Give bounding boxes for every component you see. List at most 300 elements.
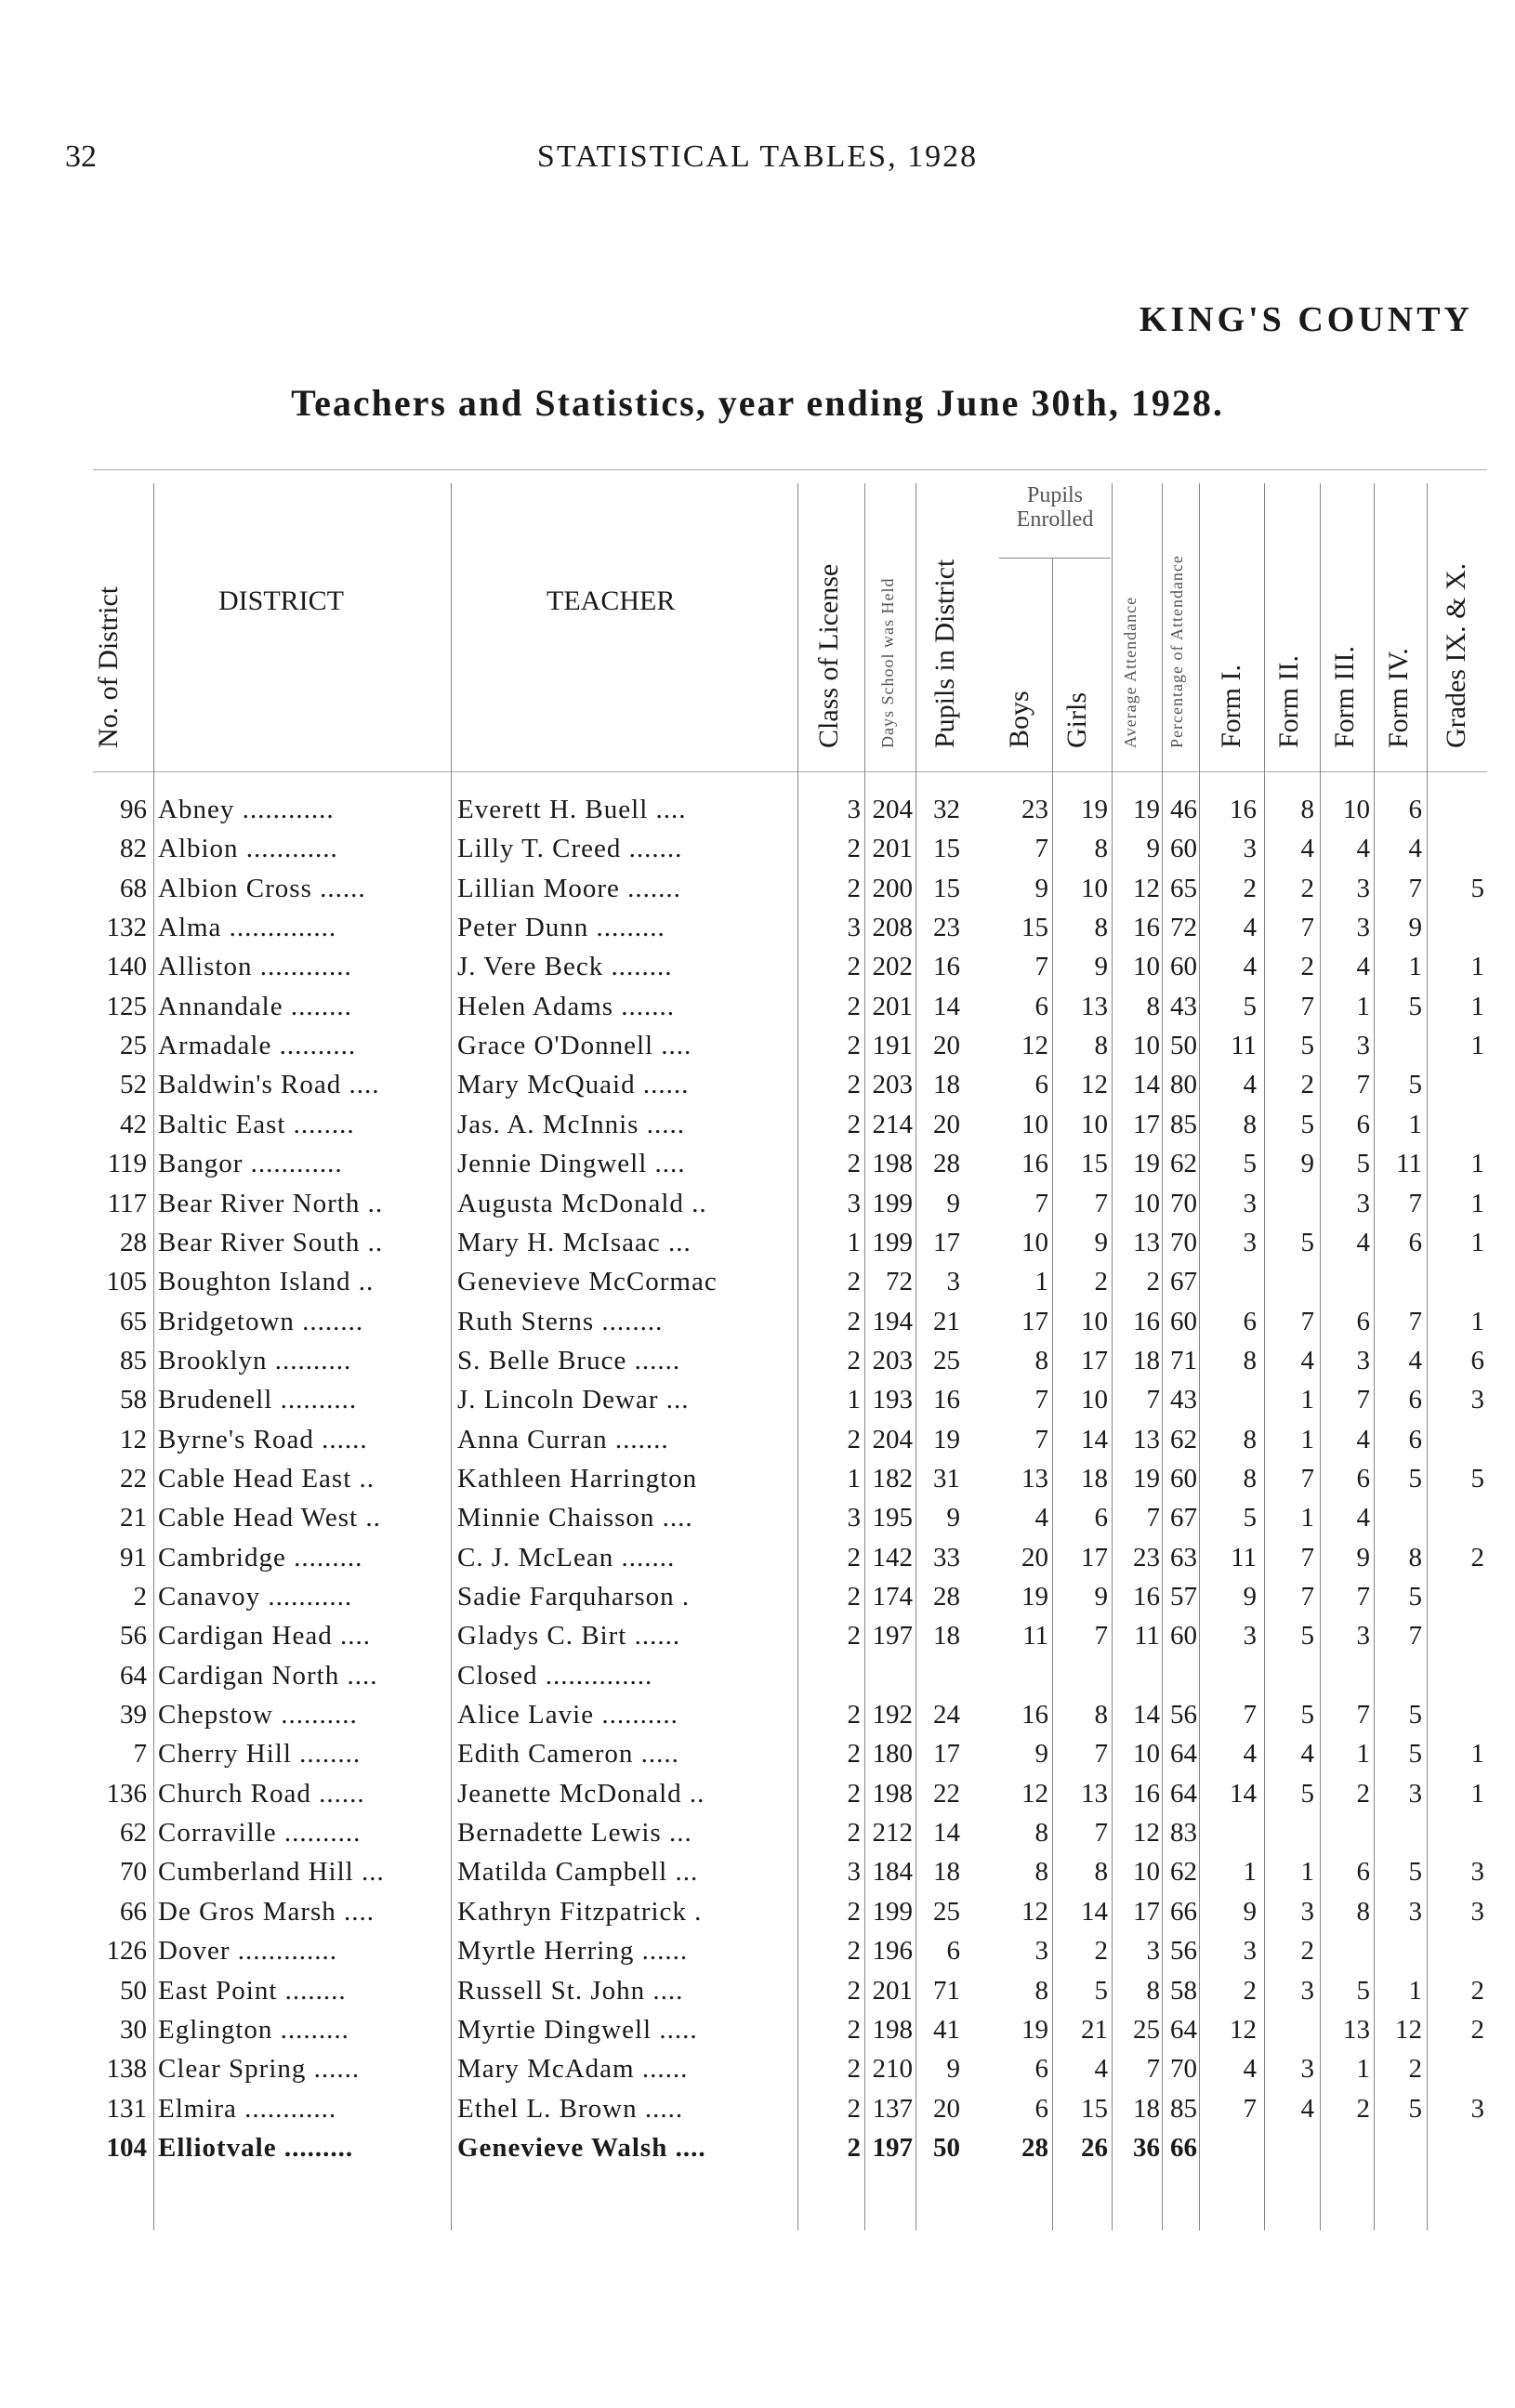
- cell-cls: 2: [847, 1700, 861, 1730]
- cell-f3: 5: [1356, 1149, 1370, 1179]
- cell-pupils: 23: [933, 913, 960, 943]
- header-teacher: TEACHER: [547, 586, 676, 616]
- cell-pupils: 33: [933, 1542, 960, 1572]
- cell-teacher: Mary McQuaid ......: [457, 1070, 690, 1100]
- cell-f3: 4: [1356, 1424, 1370, 1454]
- cell-pupils: 16: [933, 1385, 960, 1415]
- cell-cls: 2: [847, 1818, 861, 1849]
- cell-f3: 7: [1356, 1385, 1370, 1415]
- cell-pct: 58: [1170, 1975, 1197, 2006]
- cell-cls: 2: [847, 1306, 861, 1336]
- cell-days: 196: [872, 1936, 913, 1967]
- cell-district: Cardigan Head ....: [158, 1621, 371, 1651]
- cell-g9: 1: [1470, 1031, 1484, 1061]
- cell-days: 200: [872, 873, 913, 903]
- cell-girls: 10: [1081, 1385, 1108, 1415]
- cell-f1: 16: [1230, 795, 1257, 824]
- cell-district: Corraville ..........: [158, 1818, 362, 1849]
- cell-f2: 3: [1300, 2054, 1314, 2085]
- cell-pupils: 17: [933, 1227, 960, 1257]
- cell-days: 137: [872, 2093, 913, 2124]
- cell-cls: 2: [847, 1345, 861, 1375]
- cell-no: 50: [120, 1975, 147, 2006]
- cell-girls: 8: [1094, 913, 1108, 943]
- cell-pupils: 32: [933, 795, 960, 824]
- cell-f3: 6: [1356, 1463, 1370, 1493]
- cell-no: 28: [120, 1227, 147, 1257]
- cell-f1: 2: [1243, 873, 1257, 903]
- table-row: [0, 2049, 1515, 2088]
- cell-pct: 63: [1170, 1542, 1197, 1572]
- cell-girls: 17: [1081, 1542, 1108, 1572]
- cell-no: 25: [120, 1031, 147, 1061]
- cell-avg: 17: [1133, 1896, 1160, 1927]
- cell-cls: 2: [847, 834, 861, 864]
- cell-f4: 6: [1408, 1385, 1422, 1415]
- cell-avg: 9: [1146, 834, 1160, 864]
- cell-avg: 7: [1146, 1503, 1160, 1533]
- table-row: [0, 2128, 1515, 2167]
- cell-boys: 16: [1021, 1700, 1048, 1730]
- cell-f1: 3: [1243, 1621, 1257, 1651]
- cell-g9: 3: [1470, 1385, 1484, 1415]
- cell-f2: 5: [1300, 1778, 1314, 1809]
- cell-days: 191: [872, 1031, 913, 1061]
- cell-pct: 85: [1170, 2093, 1197, 2124]
- cell-f4: 5: [1408, 2093, 1422, 2124]
- cell-no: 138: [106, 2054, 147, 2085]
- header-enrolled: Pupils Enrolled: [1016, 483, 1094, 532]
- cell-f3: 8: [1356, 1896, 1370, 1927]
- table-row: [0, 1577, 1515, 1616]
- cell-avg: 8: [1146, 991, 1160, 1021]
- cell-pupils: 9: [946, 2054, 960, 2085]
- header-form-3: Form III.: [1329, 646, 1360, 748]
- cell-district: Church Road ......: [158, 1778, 365, 1809]
- cell-g9: 1: [1470, 1227, 1484, 1257]
- cell-f1: 5: [1243, 991, 1257, 1021]
- cell-pct: 80: [1170, 1070, 1197, 1100]
- cell-f3: 3: [1356, 873, 1370, 903]
- cell-no: 91: [120, 1542, 147, 1572]
- cell-no: 2: [133, 1582, 147, 1612]
- cell-no: 140: [106, 952, 147, 982]
- table-row: [0, 1734, 1515, 1773]
- cell-girls: 18: [1081, 1463, 1108, 1493]
- cell-f4: 2: [1408, 2054, 1422, 2085]
- table-row: [0, 987, 1515, 1026]
- cell-no: 39: [120, 1700, 147, 1730]
- cell-pct: 64: [1170, 1739, 1197, 1770]
- cell-no: 85: [120, 1345, 147, 1375]
- cell-f3: 13: [1343, 2014, 1370, 2045]
- table-row: [0, 1852, 1515, 1891]
- cell-f4: 5: [1408, 991, 1422, 1021]
- cell-f2: 8: [1300, 795, 1314, 824]
- cell-boys: 8: [1034, 1818, 1048, 1849]
- cell-f3: 4: [1356, 1503, 1370, 1533]
- cell-district: Eglington .........: [158, 2014, 349, 2045]
- cell-f2: 4: [1300, 2093, 1314, 2124]
- cell-teacher: Edith Cameron .....: [457, 1739, 679, 1770]
- cell-boys: 19: [1021, 1582, 1048, 1612]
- cell-girls: 9: [1094, 952, 1108, 982]
- cell-pupils: 20: [933, 1031, 960, 1061]
- cell-f2: 5: [1300, 1621, 1314, 1651]
- header-grades: Grades IX. & X.: [1441, 562, 1471, 748]
- table-row: [0, 2010, 1515, 2049]
- cell-district: East Point ........: [158, 1975, 347, 2006]
- cell-f1: 4: [1243, 2054, 1257, 2085]
- header-form-1: Form I.: [1216, 665, 1246, 748]
- header-bottom-rule: [93, 771, 1487, 772]
- cell-avg: 7: [1146, 1385, 1160, 1415]
- cell-pct: 56: [1170, 1700, 1197, 1730]
- cell-boys: 7: [1034, 834, 1048, 864]
- cell-boys: 19: [1021, 2014, 1048, 2045]
- header-enrolled-rule: [999, 558, 1111, 559]
- cell-girls: 19: [1081, 795, 1108, 824]
- cell-no: 66: [120, 1896, 147, 1927]
- cell-f2: 4: [1300, 834, 1314, 864]
- cell-f4: 5: [1408, 1582, 1422, 1612]
- cell-district: Bear River North ..: [158, 1188, 384, 1218]
- cell-pupils: 25: [933, 1896, 960, 1927]
- cell-f3: 4: [1356, 834, 1370, 864]
- table-row: [0, 790, 1515, 829]
- cell-teacher: Kathleen Harrington: [457, 1463, 698, 1493]
- cell-f4: 8: [1408, 1542, 1422, 1572]
- cell-boys: 3: [1034, 1936, 1048, 1967]
- cell-boys: 20: [1021, 1542, 1048, 1572]
- county-heading: KING'S COUNTY: [1139, 300, 1473, 339]
- header-girls: Girls: [1061, 692, 1092, 748]
- cell-teacher: Ruth Sterns ........: [457, 1306, 664, 1336]
- cell-pct: 62: [1170, 1149, 1197, 1179]
- cell-boys: 7: [1034, 1424, 1048, 1454]
- cell-pct: 71: [1170, 1345, 1197, 1375]
- cell-boys: 8: [1034, 1345, 1048, 1375]
- cell-pct: 60: [1170, 1463, 1197, 1493]
- cell-district: Cable Head West ..: [158, 1503, 381, 1533]
- table-row: [0, 2089, 1515, 2128]
- header-class: Class of License: [813, 563, 844, 748]
- cell-district: Baltic East ........: [158, 1109, 355, 1139]
- cell-avg: 17: [1133, 1109, 1160, 1139]
- cell-pupils: 41: [933, 2014, 960, 2045]
- cell-girls: 7: [1094, 1818, 1108, 1849]
- cell-f3: 4: [1356, 1227, 1370, 1257]
- cell-teacher: Matilda Campbell ...: [457, 1857, 699, 1888]
- cell-f3: 10: [1343, 795, 1370, 824]
- cell-avg: 10: [1133, 1031, 1160, 1061]
- cell-f2: 1: [1300, 1503, 1314, 1533]
- cell-f3: 3: [1356, 1621, 1370, 1651]
- cell-teacher: Lillian Moore .......: [457, 873, 681, 903]
- cell-teacher: Myrtle Herring ......: [457, 1936, 689, 1967]
- cell-f3: 6: [1356, 1306, 1370, 1336]
- cell-cls: 2: [847, 1739, 861, 1770]
- cell-district: Cardigan North ....: [158, 1660, 378, 1691]
- cell-pupils: 28: [933, 1149, 960, 1179]
- cell-girls: 10: [1081, 1306, 1108, 1336]
- cell-boys: 28: [1021, 2132, 1048, 2163]
- cell-f3: 4: [1356, 952, 1370, 982]
- cell-district: Bangor ............: [158, 1149, 343, 1179]
- cell-f1: 9: [1243, 1582, 1257, 1612]
- cell-no: 126: [106, 1936, 147, 1967]
- cell-days: 184: [872, 1857, 913, 1888]
- cell-boys: 8: [1034, 1857, 1048, 1888]
- cell-f4: 9: [1408, 913, 1422, 943]
- cell-teacher: Anna Curran .......: [457, 1424, 669, 1454]
- cell-f4: 6: [1408, 1424, 1422, 1454]
- cell-boys: 23: [1021, 795, 1048, 824]
- cell-girls: 26: [1081, 2132, 1108, 2163]
- cell-cls: 2: [847, 2132, 861, 2163]
- cell-f2: 1: [1300, 1857, 1314, 1888]
- cell-girls: 5: [1094, 1975, 1108, 2006]
- cell-pupils: 20: [933, 1109, 960, 1139]
- cell-teacher: Jennie Dingwell ....: [457, 1149, 686, 1179]
- cell-district: Baldwin's Road ....: [158, 1070, 380, 1100]
- cell-pct: 43: [1170, 1385, 1197, 1415]
- cell-f2: 3: [1300, 1975, 1314, 2006]
- cell-f3: 1: [1356, 1739, 1370, 1770]
- cell-f1: 4: [1243, 952, 1257, 982]
- cell-no: 132: [106, 913, 147, 943]
- cell-f1: 8: [1243, 1345, 1257, 1375]
- cell-days: 198: [872, 2014, 913, 2045]
- cell-no: 52: [120, 1070, 147, 1100]
- cell-f1: 11: [1231, 1031, 1257, 1061]
- cell-pupils: 25: [933, 1345, 960, 1375]
- cell-cls: 3: [847, 1503, 861, 1533]
- header-boys: Boys: [1004, 691, 1034, 748]
- cell-f2: 2: [1300, 1936, 1314, 1967]
- cell-avg: 7: [1146, 2054, 1160, 2085]
- cell-f1: 9: [1243, 1896, 1257, 1927]
- cell-f2: 1: [1300, 1385, 1314, 1415]
- cell-f4: 1: [1408, 1109, 1422, 1139]
- cell-no: 96: [120, 795, 147, 824]
- cell-district: Cambridge .........: [158, 1542, 363, 1572]
- cell-pupils: 9: [946, 1503, 960, 1533]
- cell-days: 214: [872, 1109, 913, 1139]
- cell-cls: 2: [847, 2014, 861, 2045]
- cell-teacher: J. Vere Beck ........: [457, 952, 673, 982]
- cell-no: 7: [133, 1739, 147, 1770]
- cell-f2: 7: [1300, 913, 1314, 943]
- cell-f4: 1: [1408, 1975, 1422, 2006]
- table-row: [0, 1026, 1515, 1065]
- cell-avg: 14: [1133, 1700, 1160, 1730]
- cell-g9: 6: [1470, 1345, 1484, 1375]
- cell-pct: 66: [1170, 1896, 1197, 1927]
- cell-district: Cable Head East ..: [158, 1463, 375, 1493]
- cell-days: 201: [872, 1975, 913, 2006]
- cell-boys: 17: [1021, 1306, 1048, 1336]
- cell-girls: 12: [1081, 1070, 1108, 1100]
- cell-f3: 2: [1356, 2093, 1370, 2124]
- cell-pct: 62: [1170, 1424, 1197, 1454]
- cell-days: 72: [886, 1267, 913, 1297]
- cell-avg: 12: [1133, 873, 1160, 903]
- cell-g9: 1: [1470, 1306, 1484, 1336]
- cell-district: Brooklyn ..........: [158, 1345, 352, 1375]
- cell-days: 198: [872, 1778, 913, 1809]
- cell-cls: 2: [847, 991, 861, 1021]
- cell-boys: 9: [1034, 873, 1048, 903]
- cell-teacher: Sadie Farquharson .: [457, 1582, 691, 1612]
- cell-teacher: Jas. A. McInnis .....: [457, 1109, 685, 1139]
- cell-g9: 1: [1470, 1739, 1484, 1770]
- cell-pupils: 18: [933, 1070, 960, 1100]
- cell-g9: 1: [1470, 1149, 1484, 1179]
- cell-boys: 6: [1034, 2054, 1048, 2085]
- cell-f2: 7: [1300, 1463, 1314, 1493]
- cell-avg: 23: [1133, 1542, 1160, 1572]
- cell-teacher: Augusta McDonald ..: [457, 1188, 707, 1218]
- header-district: DISTRICT: [218, 586, 344, 616]
- cell-district: Bear River South ..: [158, 1227, 384, 1257]
- cell-f4: 5: [1408, 1463, 1422, 1493]
- cell-days: 182: [872, 1463, 913, 1493]
- cell-cls: 2: [847, 1267, 861, 1297]
- cell-teacher: Jeanette McDonald ..: [457, 1778, 705, 1809]
- cell-days: 203: [872, 1345, 913, 1375]
- cell-days: 199: [872, 1188, 913, 1218]
- cell-avg: 14: [1133, 1070, 1160, 1100]
- cell-no: 117: [107, 1188, 147, 1218]
- cell-f2: 5: [1300, 1031, 1314, 1061]
- cell-f4: 5: [1408, 1700, 1422, 1730]
- cell-f4: 5: [1408, 1070, 1422, 1100]
- cell-no: 82: [120, 834, 147, 864]
- cell-f3: 7: [1356, 1582, 1370, 1612]
- table-row: [0, 1223, 1515, 1262]
- cell-district: Bridgetown ........: [158, 1306, 364, 1336]
- cell-f1: 7: [1243, 1700, 1257, 1730]
- table-row: [0, 1774, 1515, 1813]
- cell-teacher: Bernadette Lewis ...: [457, 1818, 692, 1849]
- cell-teacher: J. Lincoln Dewar ...: [457, 1385, 690, 1415]
- cell-boys: 6: [1034, 991, 1048, 1021]
- cell-no: 104: [106, 2132, 147, 2163]
- cell-cls: 1: [847, 1463, 861, 1493]
- cell-girls: 7: [1094, 1188, 1108, 1218]
- cell-pupils: 18: [933, 1621, 960, 1651]
- table-subtitle: Teachers and Statistics, year ending June 30th, 1928.: [291, 382, 1224, 424]
- cell-avg: 11: [1134, 1621, 1160, 1651]
- cell-teacher: Myrtie Dingwell .....: [457, 2014, 698, 2045]
- cell-f4: 11: [1396, 1149, 1422, 1179]
- cell-no: 105: [106, 1267, 147, 1297]
- cell-f4: 6: [1408, 795, 1422, 824]
- cell-avg: 18: [1133, 2093, 1160, 2124]
- table-row: [0, 1184, 1515, 1223]
- cell-pct: 43: [1170, 991, 1197, 1021]
- cell-f4: 4: [1408, 834, 1422, 864]
- cell-days: 212: [872, 1818, 913, 1849]
- cell-girls: 8: [1094, 1857, 1108, 1888]
- cell-f2: 3: [1300, 1896, 1314, 1927]
- cell-girls: 2: [1094, 1267, 1108, 1297]
- cell-f2: 7: [1300, 1582, 1314, 1612]
- cell-f2: 7: [1300, 1306, 1314, 1336]
- cell-g9: 2: [1470, 1975, 1484, 2006]
- table-row: [0, 1341, 1515, 1380]
- cell-pct: 62: [1170, 1857, 1197, 1888]
- cell-pct: 70: [1170, 1188, 1197, 1218]
- table-row: [0, 1538, 1515, 1577]
- cell-boys: 7: [1034, 1188, 1048, 1218]
- cell-days: 197: [872, 1621, 913, 1651]
- cell-avg: 10: [1133, 1857, 1160, 1888]
- cell-boys: 12: [1021, 1031, 1048, 1061]
- cell-avg: 10: [1133, 1739, 1160, 1770]
- cell-pupils: 17: [933, 1739, 960, 1770]
- cell-pupils: 20: [933, 2093, 960, 2124]
- table-row: [0, 869, 1515, 908]
- table-row: [0, 1262, 1515, 1301]
- cell-no: 12: [120, 1424, 147, 1454]
- cell-f1: 4: [1243, 1739, 1257, 1770]
- cell-district: De Gros Marsh ....: [158, 1896, 375, 1927]
- cell-cls: 3: [847, 1188, 861, 1218]
- cell-boys: 6: [1034, 1070, 1048, 1100]
- cell-teacher: Ethel L. Brown .....: [457, 2093, 684, 2124]
- cell-boys: 7: [1034, 952, 1048, 982]
- cell-district: Brudenell ..........: [158, 1385, 358, 1415]
- cell-f3: 1: [1356, 2054, 1370, 2085]
- cell-f4: 7: [1408, 873, 1422, 903]
- cell-district: Albion Cross ......: [158, 873, 366, 903]
- cell-pct: 85: [1170, 1109, 1197, 1139]
- table-row: [0, 1380, 1515, 1419]
- cell-no: 70: [120, 1857, 147, 1888]
- cell-f3: 6: [1356, 1109, 1370, 1139]
- cell-days: 201: [872, 834, 913, 864]
- cell-avg: 19: [1133, 1149, 1160, 1179]
- cell-boys: 6: [1034, 2093, 1048, 2124]
- cell-district: Albion ............: [158, 834, 338, 864]
- cell-cls: 2: [847, 1149, 861, 1179]
- cell-girls: 7: [1094, 1621, 1108, 1651]
- cell-girls: 10: [1081, 873, 1108, 903]
- cell-g9: 3: [1470, 1857, 1484, 1888]
- cell-pupils: 6: [946, 1936, 960, 1967]
- cell-days: 192: [872, 1700, 913, 1730]
- cell-girls: 13: [1081, 1778, 1108, 1809]
- cell-district: Cumberland Hill ...: [158, 1857, 385, 1888]
- cell-teacher: Genevieve McCormac: [457, 1267, 718, 1297]
- cell-cls: 3: [847, 795, 861, 824]
- cell-district: Abney ............: [158, 795, 335, 824]
- cell-teacher: Minnie Chaisson ....: [457, 1503, 693, 1533]
- cell-cls: 2: [847, 1896, 861, 1927]
- cell-boys: 12: [1021, 1778, 1048, 1809]
- cell-pct: 56: [1170, 1936, 1197, 1967]
- cell-f4: 3: [1408, 1896, 1422, 1927]
- cell-f1: 12: [1230, 2014, 1257, 2045]
- cell-girls: 21: [1081, 2014, 1108, 2045]
- header-form-2: Form II.: [1273, 655, 1304, 748]
- cell-boys: 12: [1021, 1896, 1048, 1927]
- cell-boys: 11: [1022, 1621, 1048, 1651]
- cell-teacher: Kathryn Fitzpatrick .: [457, 1896, 703, 1927]
- table-row: [0, 1302, 1515, 1341]
